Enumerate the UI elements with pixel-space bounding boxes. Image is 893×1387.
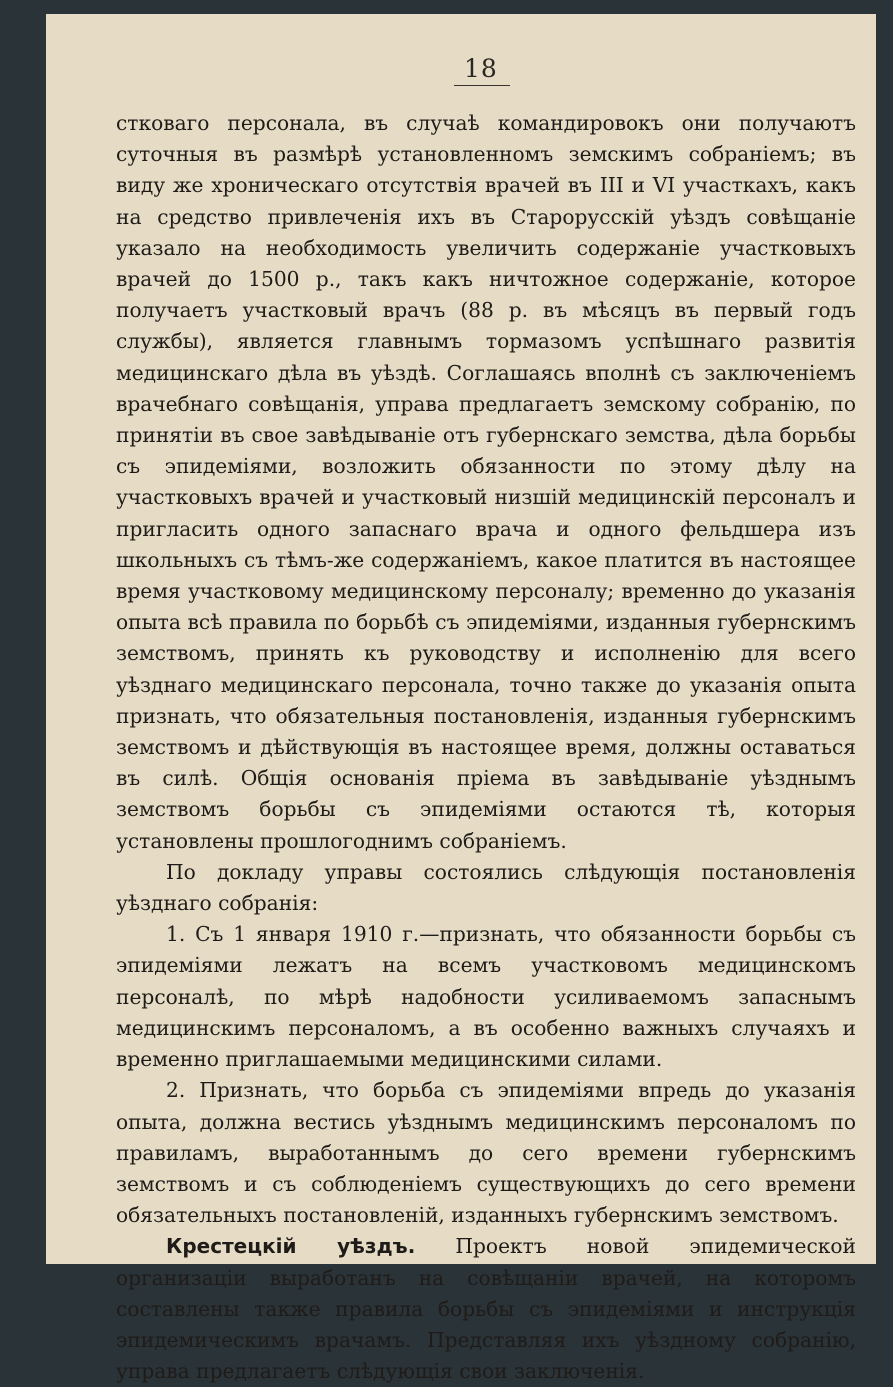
section-text: Проектъ новой эпидемической организаціи выработанъ на совѣщаніи врачей, на которомъ составлены также правила борьбы съ эпидеміями и инструкція эпидемическимъ врачамъ. Представляя ихъ уѣздному собранію, управа предлагаетъ слѣдующія свои заключенія. bbox=[116, 1234, 857, 1384]
paragraph-resolution-2: 2. Признать, что борьба съ эпидеміями впредь до указанія опыта, должна вестись уѣзднымъ медицинскимъ персоналомъ по правиламъ, выработаннымъ до сего времени губернскимъ земствомъ и съ соблюденіемъ существующихъ до сего времени обязательныхъ постановленій, изданныхъ губернскимъ земствомъ. bbox=[116, 1078, 856, 1228]
section-heading: Крестецкій уѣздъ. bbox=[166, 1234, 416, 1259]
paragraph-continuation: стковаго персонала, въ случаѣ командировокъ они получаютъ суточныя въ размѣрѣ установленномъ земскимъ собраніемъ; въ виду же хроническаго отсутствія врачей въ III и VI участкахъ, какъ на средство привлеченія ихъ въ Старорусскій уѣздъ совѣщаніе указало на необходимость увеличить содержаніе участковыхъ врачей до 1500 р., такъ какъ ничтожное содержаніе, которое получаетъ участковый врачъ (88 р. въ мѣсяцъ въ первый годъ службы), является главнымъ тормазомъ успѣшнаго развитія медицинскаго дѣла въ уѣздѣ. Соглашаясь вполнѣ съ заключеніемъ врачебнаго совѣщанія, управа предлагаетъ земскому собранію, по принятіи въ свое завѣдываніе отъ губернскаго земства, дѣла борьбы съ эпидеміями, возложить обязанности по этому дѣлу на участковыхъ врачей и участковый низшій медицинскій персоналъ и пригласить одного запаснаго врача и одного фельдшера изъ школьныхъ съ тѣмъ-же содержаніемъ, какое платится въ настоящее время участковому медицинскому персоналу; временно до указанія опыта всѣ правила по борьбѣ съ эпидеміями, изданныя губернскимъ земствомъ, принять къ руководству и исполненію для всего уѣзднаго медицинскаго персонала, точно также до указанія опыта признать, что обязательныя постановленія, изданныя губернскимъ земствомъ и дѣйствующія въ настоящее время, должны оставаться въ силѣ. Общія основанія пріема въ завѣдываніе уѣзднымъ земствомъ борьбы съ эпидеміями остаются тѣ, которыя установлены прошлогоднимъ собраніемъ. bbox=[116, 111, 856, 853]
paragraph-resolution-1: 1. Съ 1 января 1910 г.—признать, что обязанности борьбы съ эпидеміями лежатъ на всемъ участковомъ медицинскомъ персоналѣ, по мѣрѣ надобности усиливаемомъ запаснымъ медицинскимъ персоналомъ, а въ особенно важныхъ случаяхъ и временно приглашаемыми медицинскими силами. bbox=[116, 922, 856, 1072]
paragraph-krestetsky bbox=[116, 1231, 856, 1387]
paragraph-resolutions-intro: По докладу управы состоялись слѣдующія постановленія уѣзднаго собранія: bbox=[116, 859, 856, 916]
page-number: 18 bbox=[464, 54, 498, 83]
page-number-underline bbox=[454, 85, 510, 86]
body-text bbox=[116, 108, 856, 1387]
book-page bbox=[46, 14, 876, 1384]
